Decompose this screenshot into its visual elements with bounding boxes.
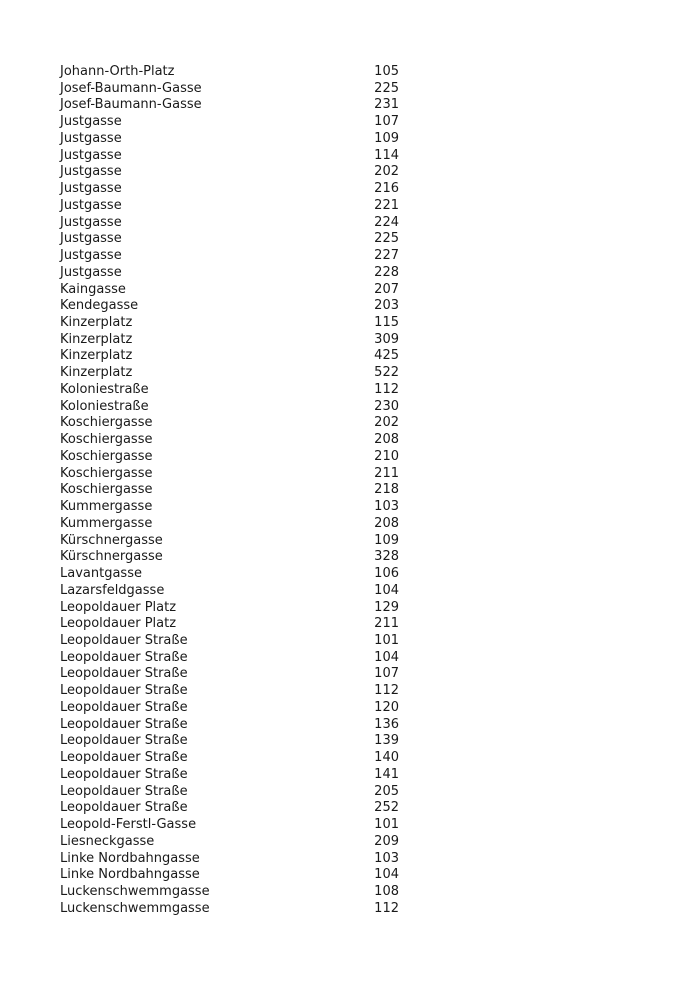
table-row bbox=[60, 231, 400, 248]
table-row bbox=[60, 298, 400, 315]
table-row bbox=[60, 164, 400, 181]
house-number: 227 bbox=[374, 248, 399, 264]
table-row bbox=[60, 148, 400, 165]
table-row bbox=[60, 516, 400, 533]
table-row bbox=[60, 683, 400, 700]
table-row bbox=[60, 700, 400, 717]
table-row bbox=[60, 733, 400, 750]
table-row bbox=[60, 466, 400, 483]
house-number: 104 bbox=[374, 649, 399, 665]
house-number: 114 bbox=[374, 147, 399, 163]
table-row bbox=[60, 616, 400, 633]
street-number-table bbox=[60, 64, 400, 917]
house-number: 205 bbox=[374, 783, 399, 799]
street-name: Justgasse bbox=[60, 147, 122, 163]
table-row bbox=[60, 114, 400, 131]
table-row bbox=[60, 884, 400, 901]
house-number: 207 bbox=[374, 281, 399, 297]
table-row bbox=[60, 265, 400, 282]
house-number: 101 bbox=[374, 632, 399, 648]
street-name: Justgasse bbox=[60, 248, 122, 264]
house-number: 103 bbox=[374, 499, 399, 515]
house-number: 115 bbox=[374, 315, 399, 331]
street-name: Koschiergasse bbox=[60, 448, 153, 464]
table-row bbox=[60, 399, 400, 416]
house-number: 221 bbox=[374, 197, 399, 213]
house-number: 107 bbox=[374, 666, 399, 682]
table-row bbox=[60, 784, 400, 801]
street-name: Leopoldauer Straße bbox=[60, 766, 188, 782]
street-name: Leopoldauer Straße bbox=[60, 649, 188, 665]
street-name: Justgasse bbox=[60, 264, 122, 280]
table-row bbox=[60, 181, 400, 198]
street-name: Linke Nordbahngasse bbox=[60, 867, 200, 883]
table-row bbox=[60, 282, 400, 299]
house-number: 106 bbox=[374, 566, 399, 582]
street-name: Koschiergasse bbox=[60, 482, 153, 498]
table-row bbox=[60, 215, 400, 232]
house-number: 112 bbox=[374, 381, 399, 397]
street-name: Justgasse bbox=[60, 114, 122, 130]
street-name: Kummergasse bbox=[60, 515, 153, 531]
street-name: Lazarsfeldgasse bbox=[60, 582, 165, 598]
street-name: Leopoldauer Platz bbox=[60, 599, 177, 615]
street-name: Justgasse bbox=[60, 197, 122, 213]
house-number: 109 bbox=[374, 130, 399, 146]
house-number: 225 bbox=[374, 231, 399, 247]
street-name: Kendegasse bbox=[60, 298, 139, 314]
house-number: 105 bbox=[374, 64, 399, 79]
table-row bbox=[60, 666, 400, 683]
table-row bbox=[60, 131, 400, 148]
street-name: Leopoldauer Platz bbox=[60, 616, 177, 632]
table-row bbox=[60, 834, 400, 851]
house-number: 224 bbox=[374, 214, 399, 230]
table-row bbox=[60, 566, 400, 583]
table-row bbox=[60, 332, 400, 349]
house-number: 218 bbox=[374, 482, 399, 498]
street-name: Liesneckgasse bbox=[60, 833, 155, 849]
house-number: 225 bbox=[374, 80, 399, 96]
table-row bbox=[60, 198, 400, 215]
table-row bbox=[60, 533, 400, 550]
street-name: Koloniestraße bbox=[60, 381, 149, 397]
street-name: Josef-Baumann-Gasse bbox=[60, 80, 202, 96]
street-name: Justgasse bbox=[60, 130, 122, 146]
house-number: 120 bbox=[374, 699, 399, 715]
house-number: 309 bbox=[374, 331, 399, 347]
street-name: Leopoldauer Straße bbox=[60, 750, 188, 766]
street-name: Johann-Orth-Platz bbox=[60, 64, 175, 79]
table-row bbox=[60, 97, 400, 114]
street-name: Luckenschwemmgasse bbox=[60, 883, 210, 899]
street-name: Josef-Baumann-Gasse bbox=[60, 97, 202, 113]
table-row bbox=[60, 583, 400, 600]
house-number: 209 bbox=[374, 833, 399, 849]
house-number: 425 bbox=[374, 348, 399, 364]
table-row bbox=[60, 248, 400, 265]
street-name: Koschiergasse bbox=[60, 432, 153, 448]
street-name: Kummergasse bbox=[60, 499, 153, 515]
house-number: 104 bbox=[374, 867, 399, 883]
street-name: Leopoldauer Straße bbox=[60, 783, 188, 799]
house-number: 211 bbox=[374, 465, 399, 481]
street-name: Kaingasse bbox=[60, 281, 126, 297]
house-number: 104 bbox=[374, 582, 399, 598]
house-number: 230 bbox=[374, 398, 399, 414]
street-name: Leopoldauer Straße bbox=[60, 800, 188, 816]
house-number: 140 bbox=[374, 750, 399, 766]
table-row bbox=[60, 750, 400, 767]
table-row bbox=[60, 650, 400, 667]
house-number: 202 bbox=[374, 164, 399, 180]
house-number: 129 bbox=[374, 599, 399, 615]
house-number: 211 bbox=[374, 616, 399, 632]
street-name: Leopoldauer Straße bbox=[60, 666, 188, 682]
street-name: Kinzerplatz bbox=[60, 365, 133, 381]
house-number: 252 bbox=[374, 800, 399, 816]
house-number: 216 bbox=[374, 181, 399, 197]
table-row bbox=[60, 549, 400, 566]
house-number: 108 bbox=[374, 883, 399, 899]
table-row bbox=[60, 449, 400, 466]
table-row bbox=[60, 81, 400, 98]
house-number: 112 bbox=[374, 900, 399, 916]
street-name: Koschiergasse bbox=[60, 415, 153, 431]
street-name: Leopold-Ferstl-Gasse bbox=[60, 817, 197, 833]
street-name: Koloniestraße bbox=[60, 398, 149, 414]
house-number: 109 bbox=[374, 532, 399, 548]
house-number: 101 bbox=[374, 817, 399, 833]
table-row bbox=[60, 600, 400, 617]
table-row bbox=[60, 717, 400, 734]
table-row bbox=[60, 867, 400, 884]
street-name: Linke Nordbahngasse bbox=[60, 850, 200, 866]
table-row bbox=[60, 482, 400, 499]
street-name: Koschiergasse bbox=[60, 465, 153, 481]
table-row bbox=[60, 817, 400, 834]
table-row bbox=[60, 800, 400, 817]
house-number: 112 bbox=[374, 683, 399, 699]
street-name: Kürschnergasse bbox=[60, 549, 163, 565]
street-name: Justgasse bbox=[60, 164, 122, 180]
table-row bbox=[60, 851, 400, 868]
house-number: 228 bbox=[374, 264, 399, 280]
street-name: Kinzerplatz bbox=[60, 315, 133, 331]
street-name: Justgasse bbox=[60, 214, 122, 230]
house-number: 103 bbox=[374, 850, 399, 866]
house-number: 231 bbox=[374, 97, 399, 113]
house-number: 107 bbox=[374, 114, 399, 130]
table-row bbox=[60, 633, 400, 650]
house-number: 203 bbox=[374, 298, 399, 314]
street-name: Luckenschwemmgasse bbox=[60, 900, 210, 916]
street-name: Justgasse bbox=[60, 181, 122, 197]
table-row bbox=[60, 64, 400, 81]
table-row bbox=[60, 901, 400, 918]
table-row bbox=[60, 432, 400, 449]
street-name: Justgasse bbox=[60, 231, 122, 247]
street-name: Leopoldauer Straße bbox=[60, 632, 188, 648]
table-row bbox=[60, 365, 400, 382]
table-row bbox=[60, 315, 400, 332]
table-row bbox=[60, 767, 400, 784]
table-row bbox=[60, 499, 400, 516]
street-name: Leopoldauer Straße bbox=[60, 699, 188, 715]
street-name: Leopoldauer Straße bbox=[60, 683, 188, 699]
street-name: Kürschnergasse bbox=[60, 532, 163, 548]
house-number: 208 bbox=[374, 515, 399, 531]
house-number: 210 bbox=[374, 448, 399, 464]
street-name: Leopoldauer Straße bbox=[60, 716, 188, 732]
table-row bbox=[60, 348, 400, 365]
house-number: 208 bbox=[374, 432, 399, 448]
house-number: 139 bbox=[374, 733, 399, 749]
street-name: Leopoldauer Straße bbox=[60, 733, 188, 749]
table-row bbox=[60, 382, 400, 399]
house-number: 522 bbox=[374, 365, 399, 381]
house-number: 328 bbox=[374, 549, 399, 565]
street-name: Kinzerplatz bbox=[60, 331, 133, 347]
street-name: Lavantgasse bbox=[60, 566, 142, 582]
house-number: 202 bbox=[374, 415, 399, 431]
house-number: 141 bbox=[374, 766, 399, 782]
house-number: 136 bbox=[374, 716, 399, 732]
street-name: Kinzerplatz bbox=[60, 348, 133, 364]
table-row bbox=[60, 415, 400, 432]
